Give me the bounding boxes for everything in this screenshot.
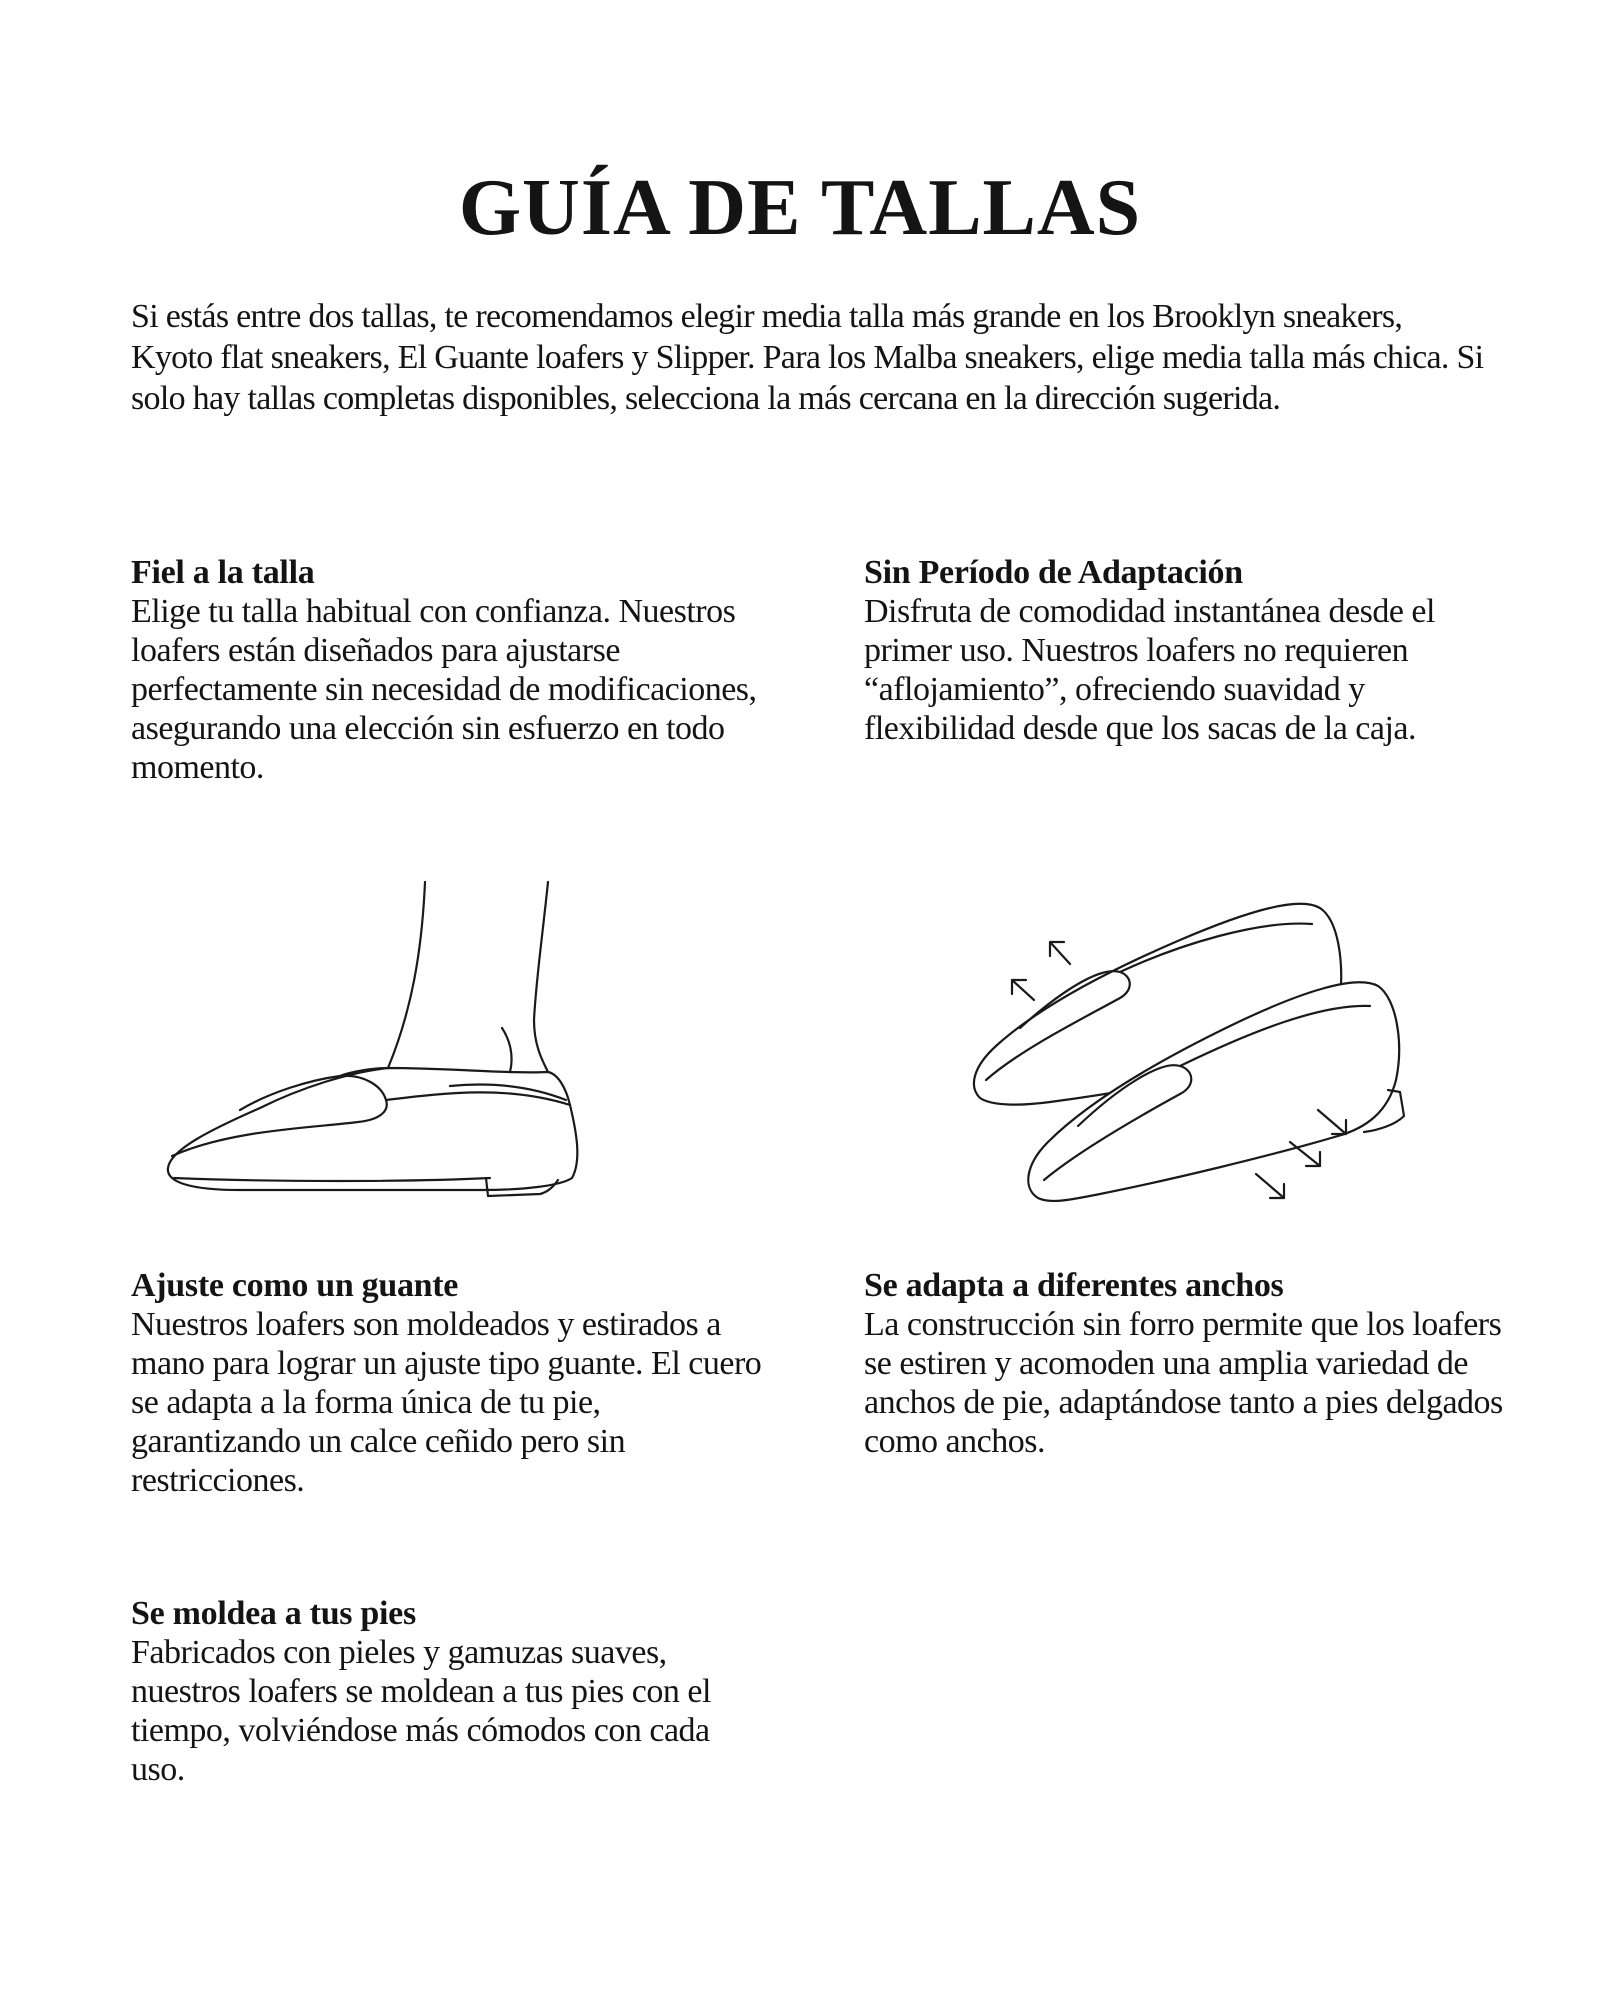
section-body: Disfruta de comodidad instantánea desde el primer uso. Nuestros loafers no requieren “aflojamiento”, ofreciendo suavidad y flexibilidad desde que los sacas de la caja. [864,593,1435,747]
section-ajuste-como-un-guante [131,1266,771,1500]
arrow-up-left-icon [1050,942,1070,964]
section-body: Elige tu talla habitual con confianza. Nuestros loafers están diseñados para ajustarse perfectamente sin necesidad de modificaciones, asegurando una elección sin esfuerzo en todo momento. [131,593,757,786]
arrow-down-right-icon [1256,1174,1284,1198]
section-sin-periodo-de-adaptacion [864,553,1504,748]
leg-front-line [388,882,425,1068]
section-se-adapta-a-diferentes-anchos [864,1266,1504,1461]
section-heading: Fiel a la talla [131,554,315,591]
loafer-on-foot-illustration [150,860,590,1200]
intro-paragraph: Si estás entre dos tallas, te recomendamos elegir media talla más grande en los Brooklyn sneakers, Kyoto flat sneakers, El Guante loafers y Slipper. Para los Malba sneakers, elige media talla más chica. Si solo hay tallas completas disponibles, selecciona la más cercana en la dirección sugerida. [131,298,1484,417]
ankle-line [502,1028,512,1072]
section-heading: Sin Período de Adaptación [864,554,1243,591]
leg-back-line [534,882,548,1072]
arrow-up-left-icon [1012,980,1034,1000]
section-fiel-a-la-talla [131,553,771,787]
section-heading: Ajuste como un guante [131,1267,459,1304]
section-body: Fabricados con pieles y gamuzas suaves, nuestros loafers se moldean a tus pies con el tiempo, volviéndose más cómodos con cada uso. [131,1634,711,1788]
section-se-moldea-a-tus-pies [131,1594,771,1789]
loafer-pair-stretch-illustration [960,880,1420,1220]
section-heading: Se adapta a diferentes anchos [864,1267,1284,1304]
page-title: GUÍA DE TALLAS [458,164,1142,252]
section-body: Nuestros loafers son moldeados y estirados a mano para lograr un ajuste tipo guante. El cuero se adapta a la forma única de tu pie, garantizando un calce ceñido pero sin restricciones. [131,1306,762,1499]
section-body: La construcción sin forro permite que los loafers se estiren y acomoden una amplia variedad de anchos de pie, adaptándose tanto a pies delgados como anchos. [864,1306,1503,1460]
section-heading: Se moldea a tus pies [131,1595,416,1632]
